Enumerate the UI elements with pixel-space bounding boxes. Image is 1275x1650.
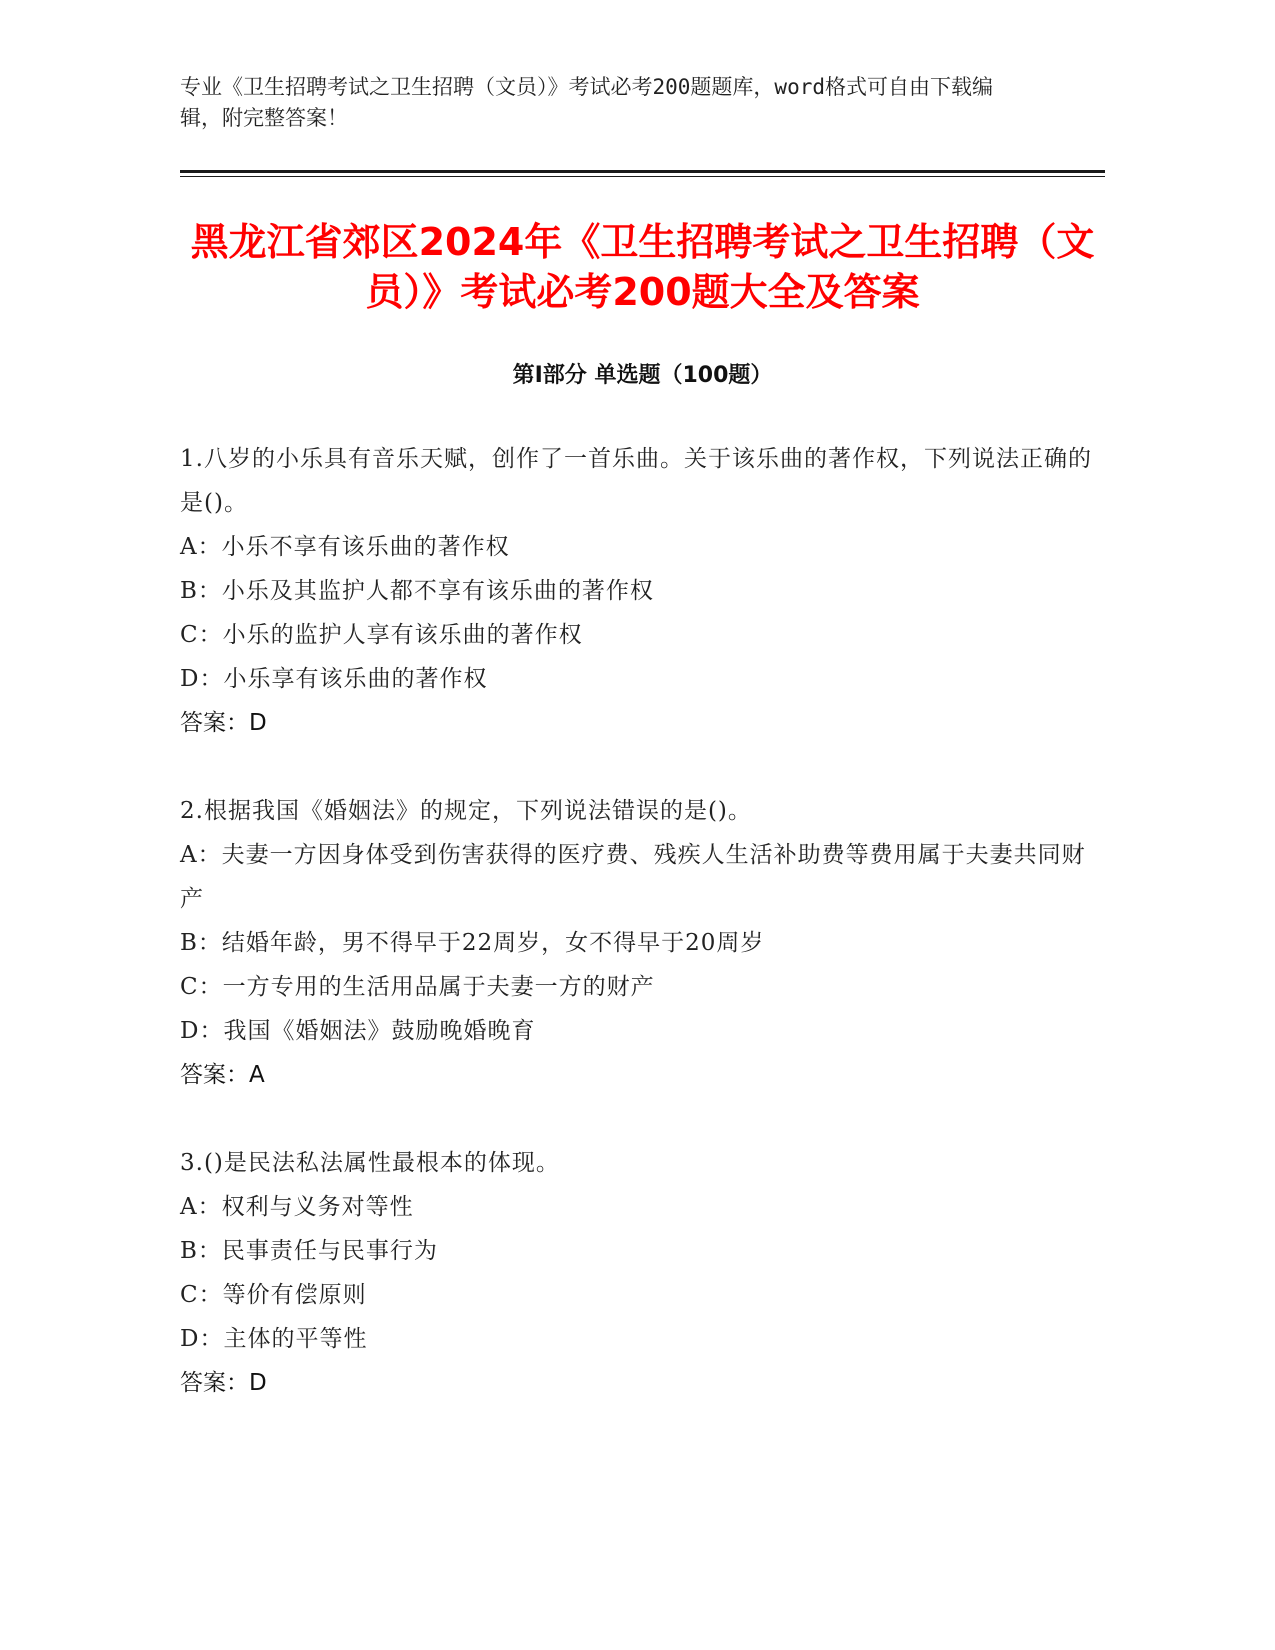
question-option-a: A：夫妻一方因身体受到伤害获得的医疗费、残疾人生活补助费等费用属于夫妻共同财产 bbox=[180, 842, 1086, 912]
divider-thin-line bbox=[180, 176, 1105, 177]
question-list bbox=[180, 437, 1105, 1405]
question-option-d: D：主体的平等性 bbox=[180, 1326, 368, 1352]
question-option-c: C：等价有偿原则 bbox=[180, 1282, 367, 1308]
question-answer: 答案：A bbox=[180, 1062, 265, 1088]
question-item bbox=[180, 789, 1105, 1097]
document-title: 黑龙江省郊区2024年《卫生招聘考试之卫生招聘（文员）》考试必考200题大全及答案 bbox=[190, 220, 1095, 314]
document-page bbox=[180, 72, 1105, 1449]
question-option-d: D：我国《婚姻法》鼓励晚婚晚育 bbox=[180, 1018, 536, 1044]
header-note: 专业《卫生招聘考试之卫生招聘（文员）》考试必考200题题库，word格式可自由下载编辑，附完整答案！ bbox=[180, 75, 993, 130]
question-option-a: A：小乐不享有该乐曲的著作权 bbox=[180, 534, 510, 560]
question-stem: 2.根据我国《婚姻法》的规定，下列说法错误的是()。 bbox=[180, 798, 752, 824]
question-answer: 答案：D bbox=[180, 1370, 267, 1396]
question-stem: 1.八岁的小乐具有音乐天赋，创作了一首乐曲。关于该乐曲的著作权，下列说法正确的是()。 bbox=[180, 446, 1092, 516]
question-stem: 3.()是民法私法属性最根本的体现。 bbox=[180, 1150, 560, 1176]
question-answer: 答案：D bbox=[180, 710, 267, 736]
question-option-b: B：结婚年龄，男不得早于22周岁，女不得早于20周岁 bbox=[180, 930, 765, 956]
header-divider bbox=[180, 170, 1105, 177]
question-option-b: B：民事责任与民事行为 bbox=[180, 1238, 438, 1264]
question-item bbox=[180, 437, 1105, 745]
question-option-d: D：小乐享有该乐曲的著作权 bbox=[180, 666, 488, 692]
question-option-b: B：小乐及其监护人都不享有该乐曲的著作权 bbox=[180, 578, 654, 604]
question-item bbox=[180, 1141, 1105, 1405]
divider-thick-line bbox=[180, 170, 1105, 173]
question-option-a: A：权利与义务对等性 bbox=[180, 1194, 414, 1220]
question-option-c: C：一方专用的生活用品属于夫妻一方的财产 bbox=[180, 974, 655, 1000]
question-option-c: C：小乐的监护人享有该乐曲的著作权 bbox=[180, 622, 583, 648]
section-title: 第Ⅰ部分 单选题（100题） bbox=[512, 363, 773, 388]
